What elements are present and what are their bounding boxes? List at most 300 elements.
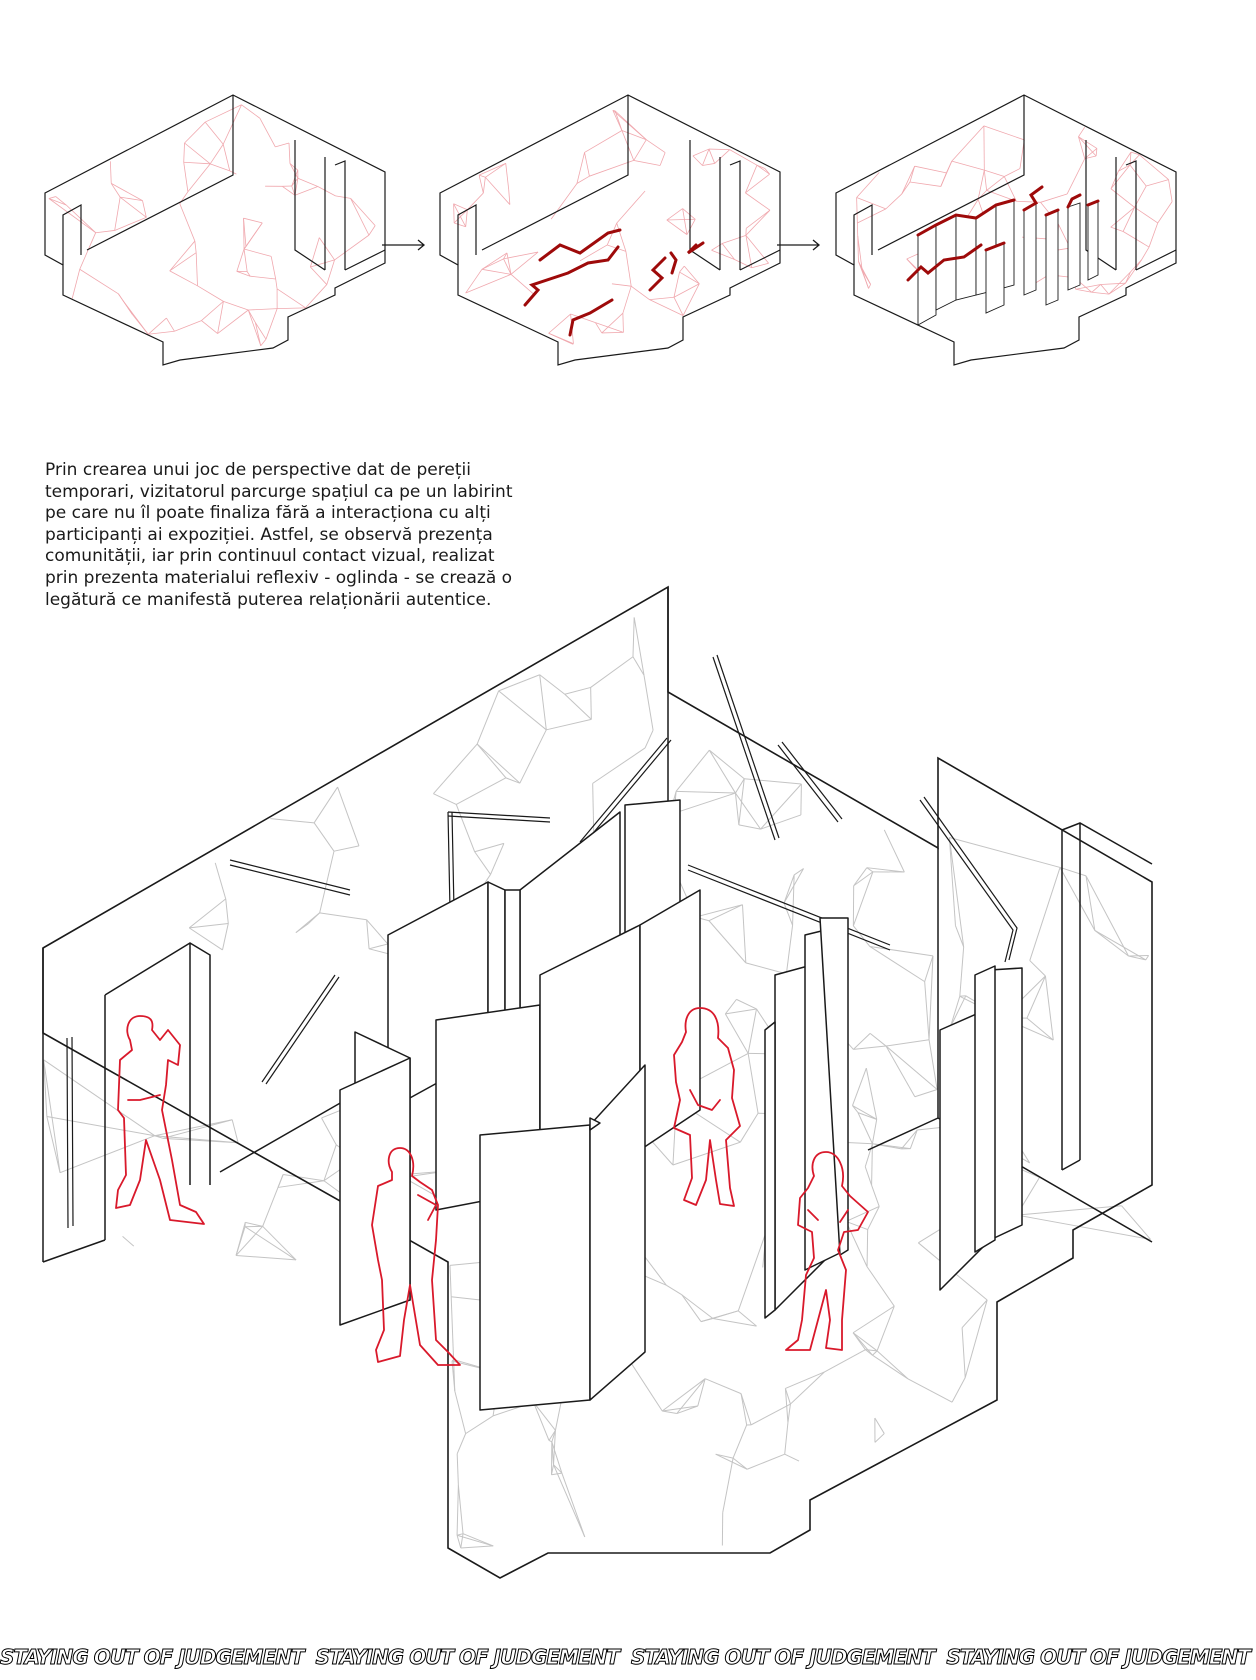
mesh-edge	[457, 1534, 463, 1536]
mesh-edge	[687, 219, 695, 234]
mesh-edge	[1135, 207, 1158, 223]
mesh-edge	[1109, 272, 1131, 294]
mesh-edge	[49, 197, 56, 199]
mesh-edge	[949, 837, 963, 946]
mesh-edge	[867, 1267, 894, 1306]
mesh-edge	[875, 1418, 884, 1434]
mesh-edge	[735, 259, 752, 267]
mesh-edge	[1149, 223, 1158, 247]
mesh-edge	[223, 923, 229, 949]
mesh-edge	[509, 189, 510, 204]
mesh-edge	[987, 177, 1005, 191]
mesh-edge	[886, 194, 902, 209]
mesh-edge	[631, 286, 649, 299]
mesh-edge	[853, 1333, 872, 1355]
mesh-edge	[785, 1372, 824, 1389]
mesh-edge	[702, 163, 714, 165]
mesh-edge	[466, 210, 468, 227]
mesh-edge	[870, 946, 925, 981]
mesh-edge	[666, 1285, 682, 1295]
mesh-edge	[589, 160, 633, 176]
mesh-edge	[634, 140, 647, 161]
mesh-edge	[551, 1473, 561, 1475]
mesh-edge	[1146, 180, 1168, 186]
mesh-edge	[788, 1404, 791, 1423]
mesh-edge	[748, 1053, 758, 1113]
footer-phrase: STAYING OUT OF JUDGEMENT	[946, 1645, 1250, 1669]
mesh-edge	[80, 269, 119, 294]
footer-phrase: STAYING OUT OF JUDGEMENT	[315, 1645, 619, 1669]
mesh-edge	[676, 791, 735, 793]
raised-wall-panels	[918, 200, 1098, 325]
mesh-edge	[852, 1068, 866, 1105]
mesh-edge	[56, 197, 66, 205]
mesh-edge	[546, 719, 591, 729]
mesh-edge	[865, 1144, 872, 1167]
mesh-edge	[784, 875, 794, 903]
mesh-edge	[662, 1411, 677, 1414]
mesh-edge	[978, 170, 984, 199]
mesh-edge	[1146, 955, 1149, 959]
mesh-edge	[713, 1311, 738, 1319]
mesh-edge	[886, 1040, 929, 1046]
mesh-edge	[949, 837, 1060, 867]
mesh-edge	[709, 921, 746, 963]
mesh-edge	[925, 982, 929, 1040]
mesh-edge	[853, 872, 873, 926]
mesh-edge	[853, 1046, 886, 1049]
mesh-edge	[335, 196, 350, 198]
mesh-edge	[226, 899, 229, 924]
mesh-edge	[1092, 292, 1109, 294]
mesh-edge	[857, 197, 886, 208]
mesh-edge	[1139, 155, 1168, 180]
mesh-edge	[482, 269, 511, 274]
wall-panel	[480, 1125, 590, 1410]
mesh-edge	[324, 1145, 336, 1181]
mesh-edge	[118, 294, 132, 315]
mesh-edge	[602, 332, 624, 333]
mesh-edge	[250, 276, 276, 279]
mesh-edge	[520, 730, 546, 783]
wall-footprint-lines	[525, 230, 703, 335]
mesh-edge	[585, 130, 622, 152]
mesh-edge	[872, 1119, 876, 1143]
main-isometric-room	[43, 587, 1152, 1578]
mesh-edge	[49, 199, 66, 206]
footer-phrase: STAYING OUT OF JUDGEMENT	[630, 1645, 935, 1669]
mesh-edge	[351, 198, 369, 235]
mesh-edge	[549, 1440, 552, 1441]
mesh-edge	[602, 313, 623, 333]
mesh-edge	[1030, 867, 1060, 960]
mesh-edge	[744, 779, 801, 784]
mesh-edge	[456, 778, 506, 805]
mesh-edge	[554, 1465, 585, 1537]
mesh-edge	[549, 314, 571, 333]
mesh-edge	[540, 675, 547, 730]
temporary-wall-panels	[340, 800, 1022, 1410]
mesh-edge	[277, 308, 305, 309]
mesh-edge	[275, 143, 289, 147]
footer-banner	[0, 1645, 1250, 1677]
mesh-edge	[351, 198, 376, 225]
mesh-edge	[1101, 283, 1126, 284]
mesh-edge	[612, 284, 631, 286]
mesh-edge	[1118, 152, 1130, 171]
mesh-edge	[499, 691, 547, 730]
mesh-edge	[562, 1473, 585, 1537]
mesh-edge	[746, 235, 752, 267]
mesh-edge	[450, 1265, 451, 1296]
mesh-edge	[722, 235, 746, 243]
mesh-edge	[870, 946, 933, 955]
mesh-edge	[747, 1454, 785, 1469]
mesh-edge	[47, 1116, 155, 1135]
mesh-edge	[746, 963, 787, 974]
mesh-edge	[580, 245, 607, 261]
mesh-edge	[475, 852, 491, 875]
mesh-edge	[166, 318, 174, 331]
mesh-edge	[454, 204, 468, 210]
mesh-edge	[245, 1227, 296, 1260]
mesh-edge	[884, 830, 904, 872]
description-line: prin prezenta materialui reflexiv - oglinda - se crează o	[45, 567, 513, 588]
mesh-edge	[866, 1068, 876, 1119]
mesh-edge	[715, 150, 730, 164]
mesh-edge	[456, 804, 474, 851]
mesh-edge	[1158, 202, 1172, 223]
mesh-edge	[123, 1236, 134, 1246]
mesh-edge	[461, 1546, 493, 1548]
mesh-edge	[80, 233, 96, 270]
mesh-edge	[748, 1009, 756, 1053]
mesh-edge	[115, 197, 120, 230]
mesh-edge	[263, 1226, 296, 1260]
mesh-edge	[482, 259, 504, 269]
mesh-edge	[723, 1458, 733, 1513]
mesh-edge	[458, 1485, 463, 1533]
floor-triangulation-mesh	[454, 110, 770, 344]
mesh-edge	[667, 220, 687, 235]
mesh-edge	[1027, 976, 1045, 1018]
mesh-edge	[223, 301, 248, 310]
mesh-edge	[952, 126, 984, 161]
mesh-edge	[189, 899, 225, 928]
mesh-edge	[511, 252, 538, 274]
mesh-edge	[248, 309, 277, 310]
mesh-edge	[533, 1402, 555, 1430]
mesh-edge	[184, 162, 188, 192]
mesh-edge	[709, 905, 743, 921]
mesh-edge	[577, 152, 585, 183]
mesh-edge	[751, 1404, 790, 1425]
room-stage-walls-raised	[836, 95, 1176, 365]
mesh-edge	[369, 226, 375, 235]
mesh-edge	[163, 1120, 232, 1139]
mesh-edge	[195, 241, 196, 253]
mesh-edge	[485, 177, 510, 204]
mesh-edge	[738, 1232, 766, 1311]
mesh-edge	[910, 1130, 917, 1149]
mesh-edge	[739, 825, 761, 829]
mesh-edge	[148, 318, 166, 334]
mesh-edge	[540, 675, 565, 694]
mesh-edge	[680, 266, 685, 272]
mesh-edge	[433, 794, 456, 805]
mesh-edge	[44, 1060, 60, 1173]
mesh-edge	[244, 249, 271, 256]
mesh-edge	[174, 321, 201, 332]
mesh-edge	[201, 321, 217, 334]
mesh-edge	[962, 1328, 965, 1378]
description-line: participanți ai expoziției. Astfel, se observă prezența	[45, 524, 493, 545]
wall-panel	[765, 1022, 775, 1318]
mesh-edge	[197, 286, 223, 302]
mesh-edge	[793, 875, 795, 925]
mesh-edge	[533, 1402, 549, 1440]
mesh-edge	[673, 1142, 740, 1165]
mesh-edge	[785, 1423, 788, 1455]
mesh-edge	[1078, 127, 1084, 136]
mesh-edge	[244, 218, 245, 249]
mesh-edge	[327, 260, 335, 285]
mesh-edge	[565, 694, 592, 719]
mesh-edge	[170, 271, 198, 286]
mesh-edge	[902, 166, 915, 194]
mesh-edge	[676, 750, 709, 791]
description-line: pe care nu îl poate finaliza fără a interacționa cu alți	[45, 503, 491, 524]
mesh-edge	[1045, 976, 1053, 1040]
mesh-edge	[1130, 165, 1146, 186]
mesh-edge	[210, 164, 230, 171]
mesh-edge	[683, 209, 687, 235]
mesh-edge	[745, 193, 769, 210]
mesh-edge	[984, 126, 1024, 140]
mesh-edge	[644, 675, 653, 730]
mesh-edge	[322, 1118, 337, 1145]
mesh-edge	[290, 163, 298, 170]
mesh-edge	[1125, 259, 1141, 283]
description-line: comunității, iar prin continuul contact vizual, realizat	[45, 546, 495, 567]
mesh-edge	[960, 947, 964, 996]
mesh-edge	[223, 144, 230, 171]
mesh-edge	[260, 118, 275, 147]
description-text	[45, 460, 565, 611]
mesh-edge	[477, 691, 498, 744]
mesh-edge	[617, 191, 645, 223]
footer-phrase: STAYING OUT OF JUDGEMENT	[0, 1645, 304, 1669]
mesh-edge	[1096, 148, 1097, 156]
mesh-edge	[310, 260, 334, 267]
mesh-edge	[667, 209, 683, 220]
mesh-edge	[1067, 159, 1085, 194]
mesh-edge	[716, 1454, 733, 1458]
mesh-edge	[646, 140, 665, 153]
mesh-edge	[276, 279, 277, 289]
mesh-edge	[650, 297, 674, 299]
mesh-edge	[210, 144, 223, 164]
mesh-edge	[613, 110, 646, 139]
mesh-edge	[565, 687, 591, 694]
mesh-edge	[314, 787, 337, 823]
room-stage-marked	[440, 95, 780, 365]
mesh-edge	[244, 218, 263, 223]
mesh-edge	[188, 164, 210, 192]
mesh-edge	[49, 199, 96, 233]
mesh-edge	[245, 1222, 262, 1226]
mesh-edge	[491, 843, 504, 874]
mesh-edge	[757, 165, 770, 174]
mesh-edge	[506, 163, 509, 189]
mesh-edge	[475, 843, 504, 851]
mesh-edge	[335, 235, 369, 260]
mesh-edge	[725, 1009, 756, 1014]
mesh-edge	[853, 1333, 877, 1351]
mesh-edge	[189, 928, 222, 950]
mesh-edge	[296, 923, 309, 932]
description-line: temporari, vizitatorul parcurge spațiul ca pe un labirint	[45, 481, 513, 502]
mesh-edge	[593, 748, 645, 783]
mesh-edge	[320, 851, 334, 913]
description-line: legătură ce manifestă puterea relaționării autentice.	[45, 589, 492, 610]
mesh-edge	[886, 1046, 915, 1097]
mesh-edge	[622, 130, 646, 139]
mesh-edge	[695, 905, 742, 917]
mesh-edge	[662, 1379, 705, 1411]
mesh-edge	[318, 186, 336, 195]
mesh-edge	[870, 1033, 886, 1046]
mesh-edge	[667, 219, 695, 220]
mesh-edge	[457, 1535, 461, 1548]
mesh-edge	[244, 223, 262, 249]
mesh-edge	[205, 105, 241, 122]
mesh-edge	[740, 1113, 758, 1142]
mesh-edge	[825, 1350, 866, 1372]
mesh-edge	[1041, 194, 1067, 202]
mesh-edge	[633, 617, 634, 656]
mesh-edge	[872, 1144, 873, 1185]
mesh-edge	[295, 186, 318, 195]
mesh-edge	[232, 1120, 238, 1143]
mesh-edge	[504, 252, 539, 259]
mesh-edge	[854, 868, 867, 886]
mesh-edge	[298, 178, 318, 186]
mesh-edge	[1169, 180, 1173, 202]
mesh-edge	[1111, 207, 1135, 227]
mesh-edge	[218, 310, 249, 334]
mesh-edge	[457, 1434, 465, 1454]
mesh-edge	[593, 783, 594, 815]
mesh-edge	[585, 152, 590, 176]
mesh-edge	[674, 272, 680, 297]
mesh-edge	[454, 210, 467, 223]
mesh-edge	[320, 913, 367, 920]
mesh-edge	[853, 1033, 870, 1049]
mesh-edge	[482, 253, 507, 269]
wall-panel	[975, 966, 995, 1252]
mesh-edge	[289, 143, 290, 163]
mesh-edge	[44, 1060, 155, 1136]
mesh-edge	[237, 249, 244, 271]
mesh-edge	[1004, 169, 1020, 177]
mesh-edge	[1111, 189, 1135, 208]
mesh-edge	[746, 235, 769, 263]
mesh-edge	[733, 1425, 747, 1458]
mesh-edge	[660, 153, 665, 166]
mesh-edge	[189, 923, 228, 927]
mesh-edge	[929, 1040, 937, 1090]
mesh-edge	[785, 1454, 799, 1461]
mesh-edge	[314, 823, 334, 851]
mesh-edge	[801, 784, 802, 815]
mesh-edge	[1030, 961, 1046, 976]
mesh-edge	[929, 956, 933, 1040]
mesh-edge	[949, 837, 955, 925]
mesh-edge	[263, 1174, 283, 1226]
mesh-edge	[485, 163, 505, 177]
mesh-edge	[713, 1318, 757, 1326]
mesh-edge	[645, 730, 653, 748]
mesh-edge	[941, 173, 947, 187]
mesh-edge	[338, 787, 359, 846]
mesh-edge	[184, 143, 185, 162]
mesh-edge	[877, 1306, 894, 1351]
wall-panel	[590, 1065, 645, 1400]
mesh-edge	[872, 1355, 907, 1379]
mesh-edge	[746, 210, 770, 228]
mesh-edge	[915, 1090, 937, 1097]
mesh-edge	[626, 251, 631, 286]
mesh-edge	[457, 1485, 458, 1535]
mesh-edge	[872, 1185, 880, 1206]
mesh-edge	[467, 193, 483, 210]
mesh-edge	[184, 162, 211, 164]
mesh-edge	[682, 1295, 713, 1319]
mesh-edge	[790, 1372, 824, 1404]
mesh-edge	[857, 197, 858, 223]
mesh-edge	[709, 750, 735, 793]
mesh-edge	[1109, 283, 1126, 294]
mesh-edge	[334, 846, 359, 851]
mesh-edge	[1095, 930, 1129, 956]
mesh-edge	[499, 675, 540, 691]
mesh-edge	[196, 253, 197, 286]
mesh-edge	[115, 217, 147, 230]
mesh-edge	[623, 313, 624, 332]
mesh-edge	[725, 999, 736, 1014]
mesh-edge	[110, 161, 111, 183]
mesh-edge	[869, 284, 871, 288]
mesh-edge	[461, 1534, 463, 1548]
room-stage-empty	[45, 95, 385, 365]
mesh-edge	[319, 238, 334, 260]
wall-panel	[640, 890, 700, 1150]
mesh-edge	[591, 687, 592, 719]
mesh-edge	[205, 122, 223, 144]
mesh-edge	[1128, 955, 1148, 956]
mesh-edge	[709, 149, 730, 150]
mesh-edge	[684, 266, 699, 284]
mesh-edge	[72, 269, 80, 298]
mesh-edge	[674, 297, 683, 315]
person-silhouette-icon	[116, 1016, 204, 1224]
mesh-edge	[457, 1454, 458, 1485]
mesh-edge	[680, 272, 700, 284]
mesh-edge	[278, 1181, 324, 1188]
mesh-edge	[433, 744, 477, 794]
mesh-edge	[479, 175, 483, 193]
